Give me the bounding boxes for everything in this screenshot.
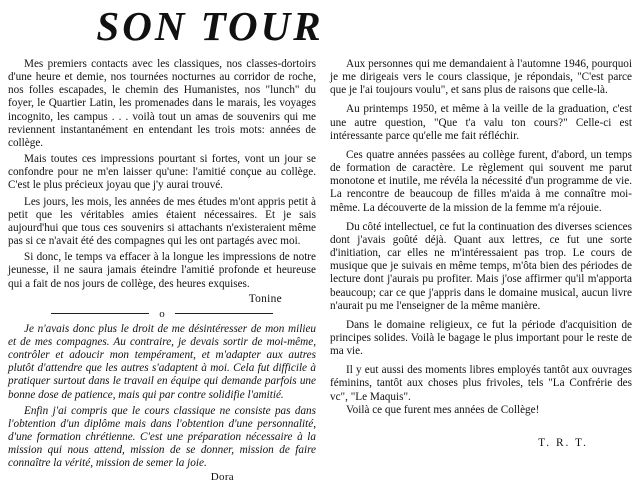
paragraph: Il y eut aussi des moments libres employés tantôt aux ouvrages féminins, tantôt aux choses plus frivoles, tels "La Confrérie des vc", "Le Maquis". [330,364,632,403]
section-tonine [8,58,316,306]
separator-rule [51,313,149,314]
separator-rule [175,313,273,314]
section-dora [8,323,316,484]
paragraph: Si donc, le temps va effacer à la longue les impressions de notre jeunesse, il ne saura jamais éteindre l'amitié profonde et heureuse qui a fait de nos jours de collège, des heures exquises. [8,251,316,290]
paragraph: Mais toutes ces impressions pourtant si fortes, vont un jour se confondre pour ne m'en laisser qu'une: l'amitié conçue au collège. C'est le plus précieux joyau que j'y aurai trouvé. [8,153,316,192]
paragraph: Ces quatre années passées au collège furent, d'abord, un temps de formation de caractère. Le règlement qui souvent me parut monotone et inutile, me révéla la nécessité d'un programme de vie. La rencontre de beaucoup de filles m'aida à me connaître moi-même. La découverte de la mission de la femme m'a réjouie. [330,148,632,214]
paragraph: Les jours, les mois, les années de mes études m'ont appris petit à petit que les véritables amies étaient nécessaires. Et je sais aujourd'hui que tous ces souvenirs si attachants n'existeraient même pas si ce n'avait été des compagnes qui les ont partagés avec moi. [8,195,316,248]
separator-mark: o [159,307,165,320]
paragraph: Au printemps 1950, et même à la veille de la graduation, c'est une autre question, "Que t'a valu ton cours?" Celle-ci est intéressante parce qu'elle me fait réfléchir. [330,103,632,142]
signature-trt: T. R. T. [538,436,588,449]
paragraph: Mes premiers contacts avec les classiques, nos classes-dortoirs d'une heure et demie, nos tournées nocturnes au corridor de roche, nos folles escapades, le chemin des Humanistes, nos "lunch" du foyer, le Quartier Latin, les promenades dans le marais, les voyages incognito, les campus . . . voilà tout un amas de souvenirs qui me reviennent instantanément en entendant les trois mots: années de collège. [8,58,316,149]
left-column [8,58,316,484]
signature-tonine: Tonine [248,292,282,305]
paragraph: Aux personnes qui me demandaient à l'automne 1946, pourquoi je me dirigeais vers le cours classique, je répondais, "C'est parce que je l'ai toujours voulu", et sans plus de raisons que celle-là. [330,58,632,97]
section-separator [8,309,316,319]
paragraph: Voilà ce que furent mes années de Collège! [346,403,540,416]
paragraph: Enfin j'ai compris que le cours classique ne consiste pas dans l'obtention d'un diplôme mais dans l'obtention d'une personnalité, d'une formation chrétienne. C'est une préparation nécessaire à la mission qui nous attend, mission de se donner, mission de faire connaître la vérité, mission de semer la joie. [8,404,316,470]
page-title: SON TOUR [96,3,324,49]
paragraph: Dans le domaine religieux, ce fut la période d'acquisition de principes solides. Voilà le bagage le plus important pour le reste de ma vie. [330,318,632,358]
signature-dora: Dora [210,470,234,483]
paragraph: Je n'avais donc plus le droit de me désintéresser de mon milieu et de mes compagnes. Au contraire, je devais sortir de moi-même, contrôler et adoucir mon tempérament, et m'adapter aux autres plutôt d'attendre que les autres s'adaptent à moi. Cela fut difficile à pratiquer surtout dans le travail en équipe qui demande parfois une bonne dose de patience, mais qui par contre solidifie l'amitié. [8,322,316,401]
paragraph: Du côté intellectuel, ce fut la continuation des diverses sciences dont j'avais goûté déjà. Quant aux lettres, ce fut une sorte d'initiation, car elles ne m'intéressaient pas trop. Le cours de musique que je suivais en même temps, m'ôta bien des périodes de lecture dont j'aurais pu profiter. Mais j'ose affirmer qu'il m'apporta beaucoup; car ce que j'appris dans le domaine musical, aucun livre n'aurait pu me l'enseigner de la même manière. [330,220,632,312]
right-column [330,58,632,450]
